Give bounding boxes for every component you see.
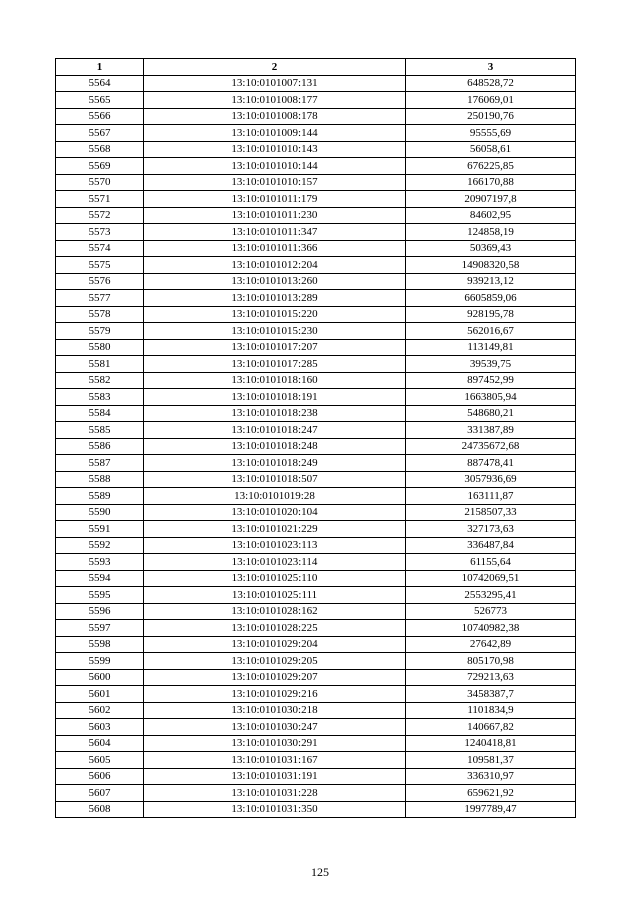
value-cell: 1663805,94 bbox=[406, 389, 576, 406]
row-number-cell: 5590 bbox=[56, 504, 144, 521]
table-row bbox=[56, 141, 576, 158]
value-cell: 887478,41 bbox=[406, 455, 576, 472]
cadastral-number-cell: 13:10:0101013:260 bbox=[144, 273, 406, 290]
table-row bbox=[56, 537, 576, 554]
value-cell: 61155,64 bbox=[406, 554, 576, 571]
cadastral-number-cell: 13:10:0101018:507 bbox=[144, 471, 406, 488]
table-row bbox=[56, 702, 576, 719]
table-row bbox=[56, 158, 576, 175]
cadastral-number-cell: 13:10:0101018:247 bbox=[144, 422, 406, 439]
row-number-cell: 5571 bbox=[56, 191, 144, 208]
value-cell: 166170,88 bbox=[406, 174, 576, 191]
cadastral-number-cell: 13:10:0101011:347 bbox=[144, 224, 406, 241]
table-row bbox=[56, 785, 576, 802]
table-row bbox=[56, 224, 576, 241]
row-number-cell: 5589 bbox=[56, 488, 144, 505]
table-row bbox=[56, 422, 576, 439]
cadastral-number-cell: 13:10:0101025:111 bbox=[144, 587, 406, 604]
cadastral-number-cell: 13:10:0101011:366 bbox=[144, 240, 406, 257]
value-cell: 27642,89 bbox=[406, 636, 576, 653]
table-row bbox=[56, 620, 576, 637]
row-number-cell: 5587 bbox=[56, 455, 144, 472]
table-row bbox=[56, 504, 576, 521]
row-number-cell: 5593 bbox=[56, 554, 144, 571]
cadastral-number-cell: 13:10:0101029:204 bbox=[144, 636, 406, 653]
row-number-cell: 5600 bbox=[56, 669, 144, 686]
value-cell: 1997789,47 bbox=[406, 801, 576, 818]
table-row bbox=[56, 339, 576, 356]
value-cell: 3458387,7 bbox=[406, 686, 576, 703]
value-cell: 10740982,38 bbox=[406, 620, 576, 637]
table-row bbox=[56, 570, 576, 587]
row-number-cell: 5581 bbox=[56, 356, 144, 373]
value-cell: 805170,98 bbox=[406, 653, 576, 670]
value-cell: 562016,67 bbox=[406, 323, 576, 340]
value-cell: 10742069,51 bbox=[406, 570, 576, 587]
column-header-1: 1 bbox=[56, 59, 144, 76]
table-row bbox=[56, 75, 576, 92]
cadastral-number-cell: 13:10:0101007:131 bbox=[144, 75, 406, 92]
table-row bbox=[56, 323, 576, 340]
value-cell: 14908320,58 bbox=[406, 257, 576, 274]
cadastral-number-cell: 13:10:0101008:177 bbox=[144, 92, 406, 109]
row-number-cell: 5599 bbox=[56, 653, 144, 670]
row-number-cell: 5601 bbox=[56, 686, 144, 703]
row-number-cell: 5567 bbox=[56, 125, 144, 142]
table-row bbox=[56, 356, 576, 373]
cadastral-number-cell: 13:10:0101029:216 bbox=[144, 686, 406, 703]
row-number-cell: 5591 bbox=[56, 521, 144, 538]
value-cell: 39539,75 bbox=[406, 356, 576, 373]
cadastral-number-cell: 13:10:0101009:144 bbox=[144, 125, 406, 142]
column-header-2: 2 bbox=[144, 59, 406, 76]
cadastral-number-cell: 13:10:0101010:157 bbox=[144, 174, 406, 191]
cadastral-number-cell: 13:10:0101025:110 bbox=[144, 570, 406, 587]
cadastral-number-cell: 13:10:0101011:179 bbox=[144, 191, 406, 208]
row-number-cell: 5565 bbox=[56, 92, 144, 109]
cadastral-number-cell: 13:10:0101031:167 bbox=[144, 752, 406, 769]
row-number-cell: 5606 bbox=[56, 768, 144, 785]
row-number-cell: 5603 bbox=[56, 719, 144, 736]
table-row bbox=[56, 801, 576, 818]
table-row bbox=[56, 405, 576, 422]
cadastral-number-cell: 13:10:0101018:238 bbox=[144, 405, 406, 422]
value-cell: 939213,12 bbox=[406, 273, 576, 290]
table-row bbox=[56, 669, 576, 686]
table-row bbox=[56, 207, 576, 224]
cadastral-number-cell: 13:10:0101013:289 bbox=[144, 290, 406, 307]
cadastral-number-cell: 13:10:0101031:350 bbox=[144, 801, 406, 818]
row-number-cell: 5577 bbox=[56, 290, 144, 307]
row-number-cell: 5575 bbox=[56, 257, 144, 274]
cadastral-number-cell: 13:10:0101015:230 bbox=[144, 323, 406, 340]
cadastral-number-cell: 13:10:0101028:162 bbox=[144, 603, 406, 620]
value-cell: 3057936,69 bbox=[406, 471, 576, 488]
table-row bbox=[56, 686, 576, 703]
cadastral-number-cell: 13:10:0101019:28 bbox=[144, 488, 406, 505]
row-number-cell: 5592 bbox=[56, 537, 144, 554]
table-row bbox=[56, 273, 576, 290]
value-cell: 56058,61 bbox=[406, 141, 576, 158]
table-row bbox=[56, 752, 576, 769]
row-number-cell: 5566 bbox=[56, 108, 144, 125]
value-cell: 163111,87 bbox=[406, 488, 576, 505]
row-number-cell: 5573 bbox=[56, 224, 144, 241]
value-cell: 113149,81 bbox=[406, 339, 576, 356]
cadastral-number-cell: 13:10:0101023:114 bbox=[144, 554, 406, 571]
page-number: 125 bbox=[311, 865, 329, 879]
table-row bbox=[56, 554, 576, 571]
row-number-cell: 5569 bbox=[56, 158, 144, 175]
cadastral-number-cell: 13:10:0101018:249 bbox=[144, 455, 406, 472]
value-cell: 140667,82 bbox=[406, 719, 576, 736]
table-row bbox=[56, 735, 576, 752]
cadastral-number-cell: 13:10:0101015:220 bbox=[144, 306, 406, 323]
row-number-cell: 5605 bbox=[56, 752, 144, 769]
table-row bbox=[56, 174, 576, 191]
cadastral-number-cell: 13:10:0101021:229 bbox=[144, 521, 406, 538]
cadastral-number-cell: 13:10:0101030:291 bbox=[144, 735, 406, 752]
table-row bbox=[56, 488, 576, 505]
row-number-cell: 5572 bbox=[56, 207, 144, 224]
value-cell: 20907197,8 bbox=[406, 191, 576, 208]
row-number-cell: 5595 bbox=[56, 587, 144, 604]
value-cell: 84602,95 bbox=[406, 207, 576, 224]
value-cell: 1240418,81 bbox=[406, 735, 576, 752]
row-number-cell: 5583 bbox=[56, 389, 144, 406]
row-number-cell: 5570 bbox=[56, 174, 144, 191]
cadastral-number-cell: 13:10:0101030:218 bbox=[144, 702, 406, 719]
value-cell: 176069,01 bbox=[406, 92, 576, 109]
cadastral-number-cell: 13:10:0101018:248 bbox=[144, 438, 406, 455]
row-number-cell: 5564 bbox=[56, 75, 144, 92]
row-number-cell: 5584 bbox=[56, 405, 144, 422]
row-number-cell: 5596 bbox=[56, 603, 144, 620]
table-row bbox=[56, 257, 576, 274]
cadastral-number-cell: 13:10:0101017:207 bbox=[144, 339, 406, 356]
value-cell: 6605859,06 bbox=[406, 290, 576, 307]
row-number-cell: 5598 bbox=[56, 636, 144, 653]
table-row bbox=[56, 191, 576, 208]
value-cell: 729213,63 bbox=[406, 669, 576, 686]
row-number-cell: 5578 bbox=[56, 306, 144, 323]
table-row bbox=[56, 438, 576, 455]
table-row bbox=[56, 372, 576, 389]
value-cell: 659621,92 bbox=[406, 785, 576, 802]
column-header-3: 3 bbox=[406, 59, 576, 76]
row-number-cell: 5604 bbox=[56, 735, 144, 752]
value-cell: 250190,76 bbox=[406, 108, 576, 125]
value-cell: 24735672,68 bbox=[406, 438, 576, 455]
value-cell: 327173,63 bbox=[406, 521, 576, 538]
row-number-cell: 5574 bbox=[56, 240, 144, 257]
table-row bbox=[56, 108, 576, 125]
table-body bbox=[56, 75, 576, 818]
value-cell: 331387,89 bbox=[406, 422, 576, 439]
cadastral-number-cell: 13:10:0101031:191 bbox=[144, 768, 406, 785]
value-cell: 109581,37 bbox=[406, 752, 576, 769]
row-number-cell: 5594 bbox=[56, 570, 144, 587]
row-number-cell: 5585 bbox=[56, 422, 144, 439]
table-row bbox=[56, 521, 576, 538]
table-row bbox=[56, 125, 576, 142]
row-number-cell: 5608 bbox=[56, 801, 144, 818]
cadastral-number-cell: 13:10:0101012:204 bbox=[144, 257, 406, 274]
row-number-cell: 5580 bbox=[56, 339, 144, 356]
row-number-cell: 5602 bbox=[56, 702, 144, 719]
value-cell: 897452,99 bbox=[406, 372, 576, 389]
cadastral-number-cell: 13:10:0101023:113 bbox=[144, 537, 406, 554]
cadastral-number-cell: 13:10:0101031:228 bbox=[144, 785, 406, 802]
table-row bbox=[56, 471, 576, 488]
value-cell: 648528,72 bbox=[406, 75, 576, 92]
value-cell: 95555,69 bbox=[406, 125, 576, 142]
row-number-cell: 5568 bbox=[56, 141, 144, 158]
table-row bbox=[56, 719, 576, 736]
value-cell: 336310,97 bbox=[406, 768, 576, 785]
row-number-cell: 5588 bbox=[56, 471, 144, 488]
table-row bbox=[56, 290, 576, 307]
value-cell: 336487,84 bbox=[406, 537, 576, 554]
cadastral-number-cell: 13:10:0101010:143 bbox=[144, 141, 406, 158]
table-row bbox=[56, 306, 576, 323]
cadastral-number-cell: 13:10:0101018:191 bbox=[144, 389, 406, 406]
row-number-cell: 5582 bbox=[56, 372, 144, 389]
row-number-cell: 5607 bbox=[56, 785, 144, 802]
row-number-cell: 5579 bbox=[56, 323, 144, 340]
cadastral-value-table bbox=[55, 58, 576, 818]
table-row bbox=[56, 653, 576, 670]
table-row bbox=[56, 587, 576, 604]
row-number-cell: 5586 bbox=[56, 438, 144, 455]
cadastral-number-cell: 13:10:0101028:225 bbox=[144, 620, 406, 637]
table-row bbox=[56, 389, 576, 406]
row-number-cell: 5576 bbox=[56, 273, 144, 290]
cadastral-number-cell: 13:10:0101029:205 bbox=[144, 653, 406, 670]
value-cell: 548680,21 bbox=[406, 405, 576, 422]
table-row bbox=[56, 636, 576, 653]
value-cell: 50369,43 bbox=[406, 240, 576, 257]
cadastral-number-cell: 13:10:0101018:160 bbox=[144, 372, 406, 389]
value-cell: 124858,19 bbox=[406, 224, 576, 241]
cadastral-number-cell: 13:10:0101008:178 bbox=[144, 108, 406, 125]
cadastral-number-cell: 13:10:0101020:104 bbox=[144, 504, 406, 521]
value-cell: 526773 bbox=[406, 603, 576, 620]
table-row bbox=[56, 240, 576, 257]
cadastral-number-cell: 13:10:0101030:247 bbox=[144, 719, 406, 736]
value-cell: 676225,85 bbox=[406, 158, 576, 175]
cadastral-number-cell: 13:10:0101017:285 bbox=[144, 356, 406, 373]
cadastral-number-cell: 13:10:0101010:144 bbox=[144, 158, 406, 175]
value-cell: 928195,78 bbox=[406, 306, 576, 323]
header-row bbox=[56, 59, 576, 76]
table-row bbox=[56, 92, 576, 109]
cadastral-number-cell: 13:10:0101011:230 bbox=[144, 207, 406, 224]
value-cell: 2553295,41 bbox=[406, 587, 576, 604]
value-cell: 1101834,9 bbox=[406, 702, 576, 719]
row-number-cell: 5597 bbox=[56, 620, 144, 637]
table-row bbox=[56, 768, 576, 785]
table-row bbox=[56, 603, 576, 620]
table-row bbox=[56, 455, 576, 472]
value-cell: 2158507,33 bbox=[406, 504, 576, 521]
cadastral-number-cell: 13:10:0101029:207 bbox=[144, 669, 406, 686]
